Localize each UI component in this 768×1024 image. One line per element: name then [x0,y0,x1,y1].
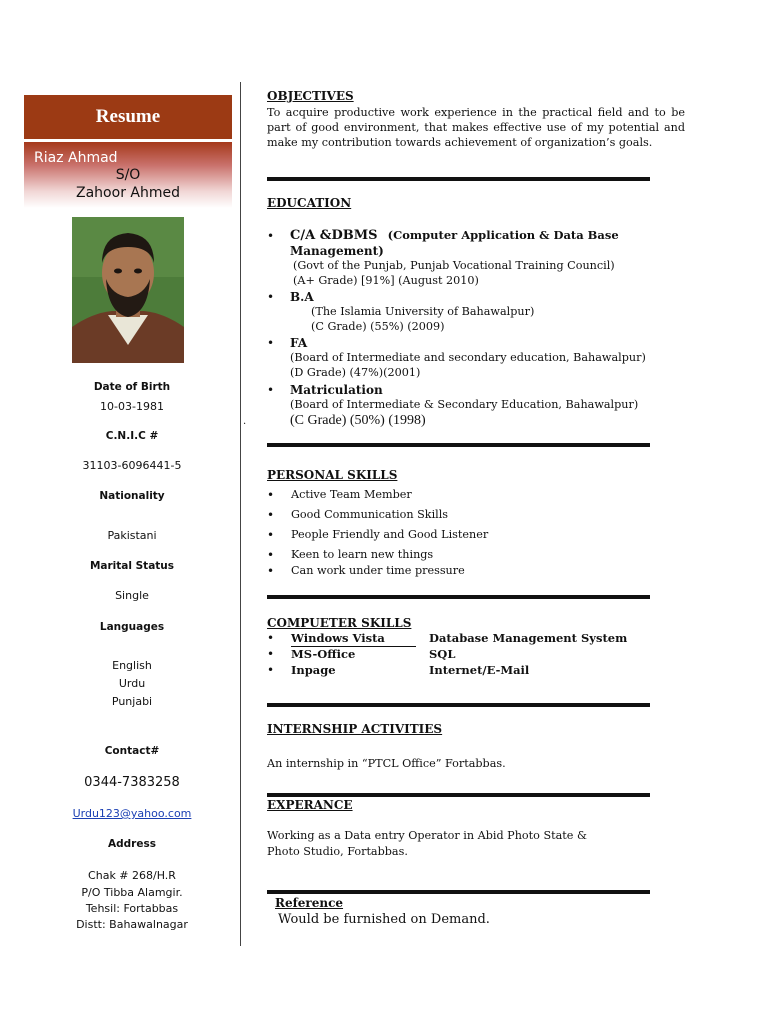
bullet-icon: • [267,488,275,502]
address-line: Tehsil: Fortabbas [85,902,179,915]
skill-item: Keen to learn new things [291,548,434,561]
computer-skill-item: MS-Office [291,647,356,661]
cnic-value: 31103-6096441-5 [82,459,182,472]
experience-heading: EXPERANCE [267,798,353,812]
section-rule [267,595,650,599]
nationality-value: Pakistani [107,529,157,542]
education-item-title: B.A [290,290,314,304]
bullet-icon: • [267,548,275,562]
language-item: English [112,659,152,672]
section-rule [267,703,650,707]
bullet-icon: • [267,336,275,350]
personal-skills-heading: PERSONAL SKILLS [267,468,398,482]
computer-skill-item: SQL [429,647,456,661]
bullet-icon: • [267,229,275,243]
internship-heading: INTERNSHIP ACTIVITIES [267,722,443,736]
bullet-icon: • [267,528,275,542]
experience-line: Photo Studio, Fortabbas. [267,845,408,858]
nationality-label: Nationality [99,490,165,502]
language-item: Urdu [118,677,146,690]
email-link[interactable]: Urdu123@yahoo.com [72,807,192,820]
bullet-icon: • [267,508,275,522]
address-line: Chak # 268/H.R [88,869,176,882]
skill-item: Can work under time pressure [291,564,465,577]
dob-label: Date of Birth [93,381,171,393]
bullet-icon: • [267,663,275,677]
education-item-detail: (D Grade) (47%)(2001) [290,366,421,379]
education-item-detail: (A+ Grade) [91%] (August 2010) [293,274,479,287]
address-line: Distt: Bahawalnagar [76,918,188,931]
resume-title: Resume [95,106,161,127]
section-rule [267,177,650,181]
resume-banner [24,95,232,139]
reference-text: Would be furnished on Demand. [278,912,490,927]
education-item-detail: (Govt of the Punjab, Punjab Vocational Training Council) [293,259,615,272]
section-rule [267,793,650,797]
computer-skill-item: Database Management System [429,631,628,645]
contact-label: Contact# [104,745,160,757]
computer-skill-item: Internet/E-Mail [429,663,530,677]
languages-label: Languages [99,621,165,633]
father-name: Zahoor Ahmed [76,185,180,201]
education-item-title-cont: Management) [290,244,384,258]
skill-item: Good Communication Skills [291,508,449,521]
skill-item: People Friendly and Good Listener [291,528,489,541]
profile-photo [72,217,184,363]
contact-number: 0344-7383258 [84,775,180,790]
bullet-icon: • [267,290,275,304]
education-item-title: C/A &DBMS (Computer Application & Data Base [290,228,619,243]
education-item-detail: (The Islamia University of Bahawalpur) [311,305,535,318]
bullet-icon: • [267,383,275,397]
computer-skill-item: Windows Vista [291,631,385,645]
education-item-detail: (Board of Intermediate & Secondary Education, Bahawalpur) [290,398,639,411]
stray-mark: . [243,416,247,427]
address-label: Address [108,838,156,850]
marital-status-label: Marital Status [89,560,175,572]
cnic-label: C.N.I.C # [105,430,159,442]
relation-label: S/O [115,167,141,183]
experience-line: Working as a Data entry Operator in Abid Photo State & [267,829,587,842]
skill-item: Active Team Member [291,488,412,501]
reference-heading: Reference [275,896,344,910]
education-item-detail: (Board of Intermediate and secondary education, Bahawalpur) [290,351,646,364]
applicant-name: Riaz Ahmad [34,150,118,166]
objectives-text: To acquire productive work experience in the practical field and to be part of good environment, that makes effective use of my potential and make my contribution towards achievement of organization’s goals. [267,106,685,149]
internship-text: An internship in “PTCL Office” Fortabbas. [267,757,506,770]
education-heading: EDUCATION [267,196,352,210]
address-line: P/O Tibba Alamgir. [81,886,183,899]
column-divider [240,82,241,946]
bullet-icon: • [267,564,275,578]
education-item-title: Matriculation [290,383,383,397]
dob-value: 10-03-1981 [100,400,164,413]
section-rule [267,890,650,894]
section-rule [267,443,650,447]
bullet-icon: • [267,631,275,645]
bullet-icon: • [267,647,275,661]
marital-status-value: Single [115,589,149,602]
education-item-title: FA [290,336,308,350]
education-item-detail: (C Grade) (55%) (2009) [311,320,445,333]
language-item: Punjabi [111,695,153,708]
education-item-detail: (C Grade) (50%) (1998) [290,413,426,428]
computer-skill-item: Inpage [291,663,336,677]
computer-skills-heading: COMPUETER SKILLS [267,616,412,630]
objectives-heading: OBJECTIVES [267,89,354,103]
